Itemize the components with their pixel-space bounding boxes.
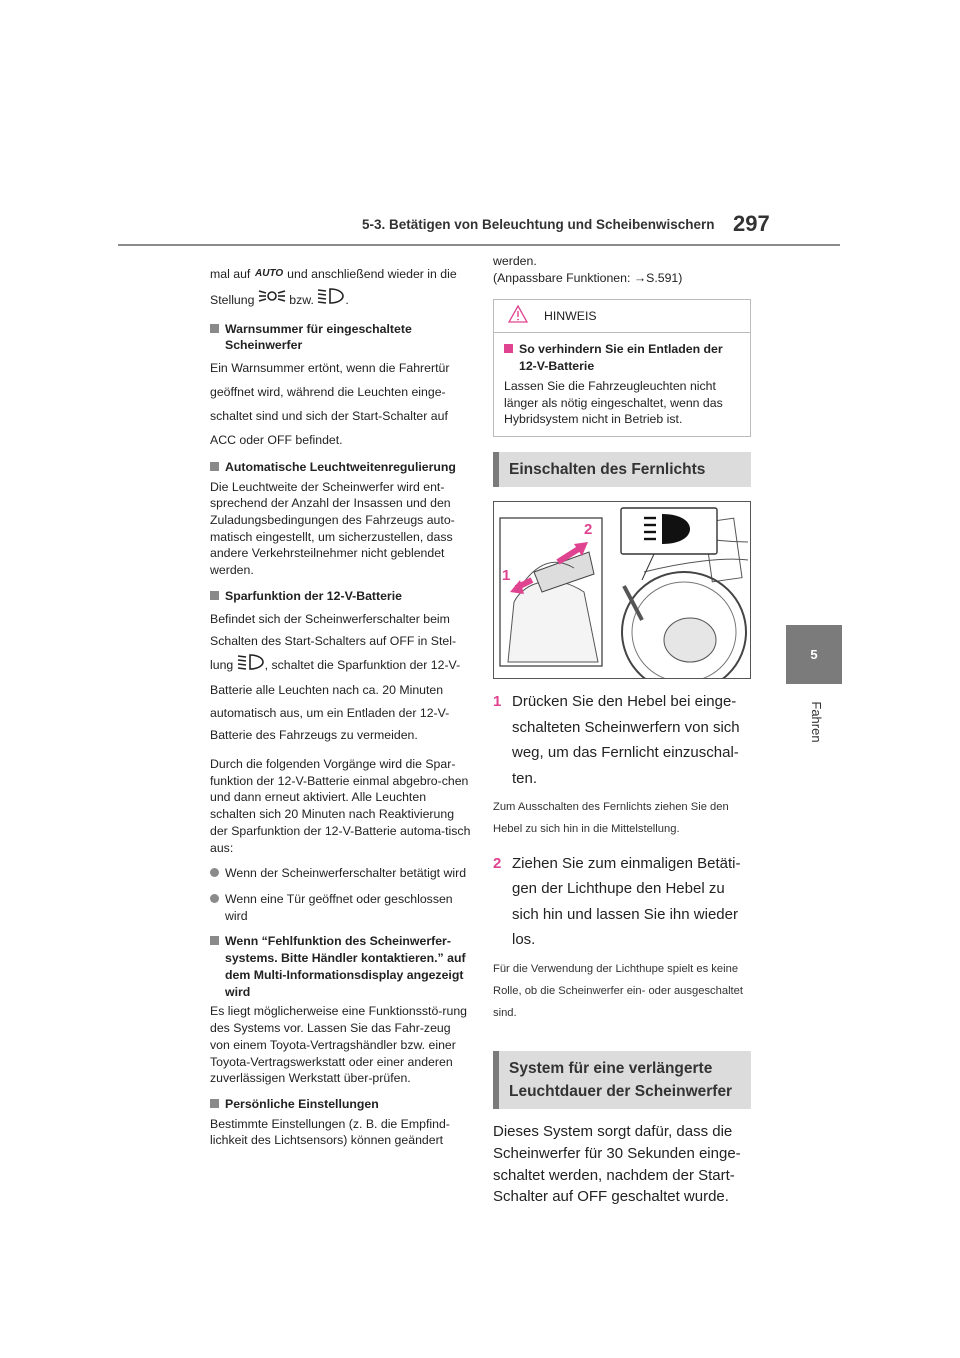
notice-text: Lassen Sie die Fahrzeugleuchten nicht länger als nötig eingeschaltet, wenn das Hybridsystem nicht in Betrieb ist. [504, 378, 723, 427]
text-personal-settings: Bestimmte Einstellungen (z. B. die Empfind-lichkeit des Lichtsensors) können geändert [210, 1116, 450, 1148]
text-warning-buzzer: Ein Warnsummer ertönt, wenn die Fahrertür geöffnet wird, während die Leuchten einge-schaltet sind und sich der Start-Schalter auf ACC oder OFF befindet. [210, 360, 450, 447]
headlight-low-beam-icon [258, 288, 286, 313]
chapter-tab[interactable]: 5 [786, 625, 842, 684]
heading-warning-buzzer: Warnsummer für eingeschaltete Scheinwerfer [210, 321, 472, 354]
customize-reference[interactable]: (Anpassbare Funktionen: →S.591) [493, 270, 683, 285]
text-battery-saver [210, 608, 472, 747]
section-heading-high-beam: Einschalten des Fernlichts [493, 452, 751, 487]
notice-body [494, 333, 750, 436]
auto-icon [254, 262, 284, 287]
headlight-on-icon [317, 287, 345, 314]
lever-illustration-svg [494, 502, 750, 678]
heading-battery-saver: Sparfunktion der 12-V-Batterie [210, 588, 472, 605]
step-2-note: Für die Verwendung der Lichthupe spielt es keine Rolle, ob die Scheinwerfer ein- oder ausgeschaltet sind. [493, 962, 743, 1019]
header-rule [118, 244, 840, 246]
notice-header [494, 300, 750, 333]
page-number: 297 [733, 211, 770, 236]
svg-text:AUTO: AUTO [254, 268, 283, 279]
step-1-note: Zum Ausschalten des Fernlichts ziehen Sie den Hebel zu sich hin in die Mittelstellung. [493, 801, 729, 836]
step-text: Ziehen Sie zum einmaligen Betäti-gen der Lichthupe den Hebel zu sich hin und lassen Sie ihn wieder los. [512, 854, 741, 949]
list-item: Wenn der Scheinwerferschalter betätigt wird [210, 865, 472, 882]
illus-label-2: 2 [584, 521, 593, 539]
list-item: Wenn eine Tür geöffnet oder geschlossen wird [210, 891, 472, 924]
intro-text-5: . [345, 293, 349, 308]
step-2 [493, 851, 751, 953]
continued-text: werden. [493, 254, 537, 268]
heading-personal-settings: Persönliche Einstellungen [210, 1096, 472, 1113]
notice-box [493, 299, 751, 437]
headlight-on-icon [237, 653, 265, 679]
intro-text-1: mal auf [210, 267, 251, 281]
intro-text-2: und anschließend wieder in die [287, 267, 457, 281]
step-number: 2 [493, 854, 502, 872]
warning-triangle-icon [508, 305, 528, 328]
section-title: 5-3. Betätigen von Beleuchtung und Scheibenwischern [362, 217, 715, 232]
intro-text-3: Stellung [210, 293, 255, 308]
notice-heading: So verhindern Sie ein Entladen der 12-V-Batterie [504, 341, 740, 374]
intro-paragraph [210, 262, 472, 315]
illus-label-1: 1 [502, 567, 511, 585]
step-1 [493, 689, 751, 791]
heading-malfunction: Wenn “Fehlfunktion des Scheinwerfer-systems. Bitte Händler kontaktieren.” auf dem Multi-Informationsdisplay angezeigt wird [210, 933, 472, 1000]
text-extended-light: Dieses System sorgt dafür, dass die Scheinwerfer für 30 Sekunden einge-schaltet werden, nachdem der Start-Schalter auf OFF geschaltet wurde. [493, 1123, 741, 1206]
step-number: 1 [493, 693, 502, 711]
intro-text-4: bzw. [289, 293, 314, 308]
battery-saver-text-b: , schaltet die Sparfunktion der 12-V-Batterie alle Leuchten nach ca. 20 Minuten automatisch aus, um ein Entladen der 12-V-Batterie des Fahrzeugs zu vermeiden. [210, 658, 461, 743]
text-battery-saver-2: Durch die folgenden Vorgänge wird die Spar-funktion der 12-V-Batterie einmal abgebro-chen und dann erneut aktiviert. Alle Leuchten schalten sich 20 Minuten nach Reaktivierung der Sparfunktion der 12-V-Batterie automa-tisch aus: [210, 757, 471, 855]
chapter-label: Fahren [809, 701, 824, 743]
heading-auto-leveling: Automatische Leuchtweitenregulierung [210, 459, 472, 476]
text-malfunction: Es liegt möglicherweise eine Funktionsstö-rung des Systems vor. Lassen Sie das Fahr-zeug von einem Toyota-Vertragshändler bzw. einer Toyota-Vertragswerkstatt oder einer anderen zuverlässigen Werkstatt über-prüfen. [210, 1004, 467, 1086]
step-text: Drücken Sie den Hebel bei einge-schalteten Scheinwerfern von sich weg, um das Fernlicht einzuschal-ten. [512, 693, 740, 787]
battery-saver-text-a: Befindet sich der Scheinwerferschalter beim Schalten des Start-Schalters auf OFF in Stel-lung [210, 611, 457, 673]
left-column [210, 262, 472, 1158]
section-heading-extended-light: System für eine verlängerte Leuchtdauer der Scheinwerfer [493, 1051, 751, 1110]
right-column [493, 253, 751, 1208]
text-auto-leveling: Die Leuchtweite der Scheinwerfer wird ent-sprechend der Anzahl der Insassen und den Zuladungsbedingungen des Fahrzeugs auto-matisch eingestellt, um sicherzustellen, dass andere Verkehrsteilnehmer nicht geblendet werden. [210, 479, 455, 578]
notice-label: HINWEIS [544, 309, 597, 324]
high-beam-illustration [493, 501, 751, 679]
